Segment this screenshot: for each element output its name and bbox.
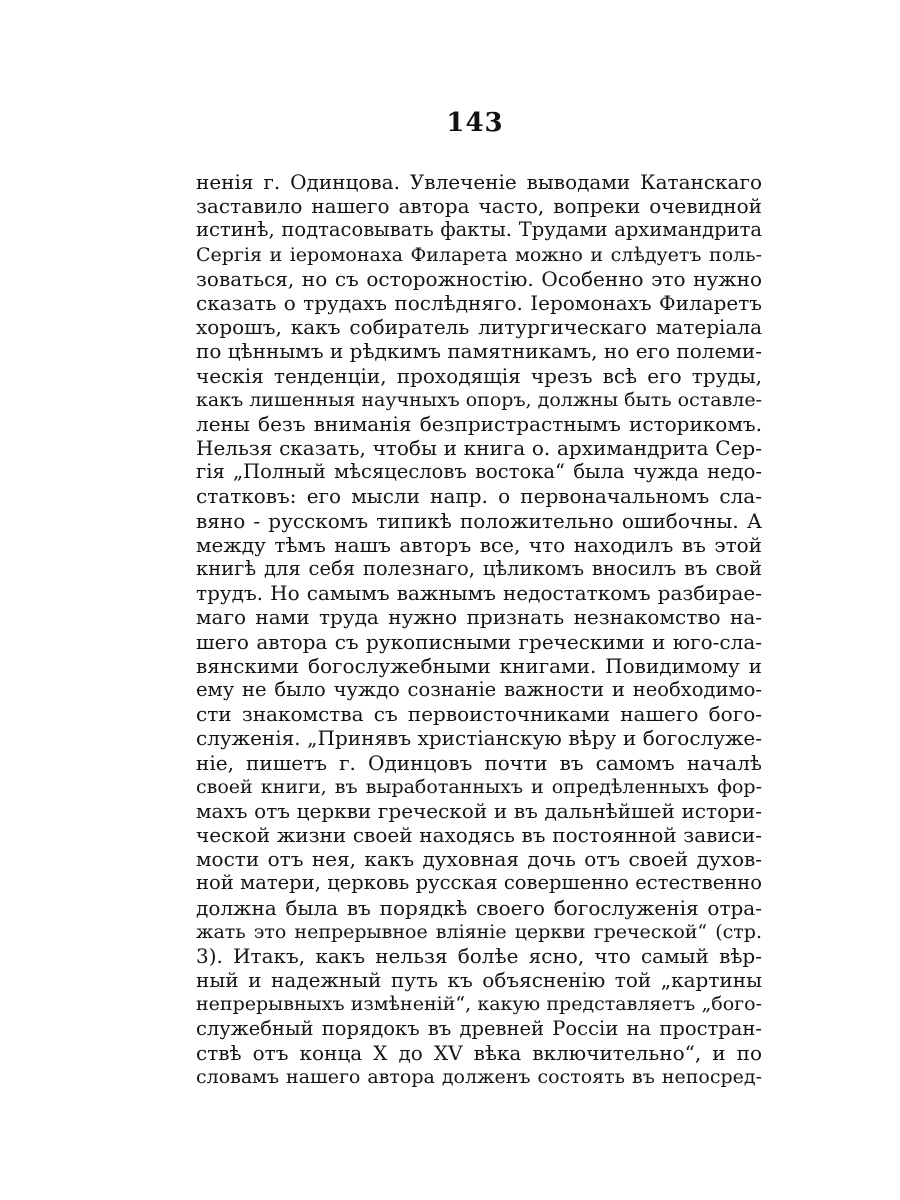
text-line: сти знакомства съ первоисточниками нашего бого- xyxy=(196,702,762,727)
text-line: книгѣ для себя полезнаго, цѣликомъ вносилъ въ свой xyxy=(196,557,762,580)
text-line: заставило нашего автора часто, вопреки очевидной xyxy=(196,194,762,219)
text-line: нeнія г. Одинцова. Увлеченіе выводами Катанскаго xyxy=(196,170,762,194)
text-line: Нельзя сказать, чтобы и книга о. архимандрита Сер- xyxy=(196,436,762,461)
text-line: непрерывныхъ измѣненій“, какую представляетъ „бого- xyxy=(196,993,762,1016)
text-line: по цѣннымъ и рѣдкимъ памятникамъ, но его полеми- xyxy=(196,339,762,364)
text-line: словамъ нашего автора долженъ состоять въ непосред- xyxy=(196,1065,762,1088)
text-line: своей книги, въ выработанныхъ и опредѣленныхъ фор- xyxy=(196,775,762,798)
text-line: лены безъ вниманія безпристрастнымъ историкомъ. xyxy=(196,411,762,436)
text-line: жать это непрерывное вліяніе церкви греческой“ (стр. xyxy=(196,920,762,943)
text-line: какъ лишенныя научныхъ опоръ, должны быть оставле- xyxy=(196,388,762,411)
text-line: мости отъ нея, какъ духовная дочь отъ своей духов- xyxy=(196,847,762,872)
text-line: хорошъ, какъ собиратель литургическаго матеріала xyxy=(196,315,762,340)
text-line: махъ отъ церкви греческой и въ дальнѣйшей истори- xyxy=(196,798,762,823)
page-number: 143 xyxy=(446,108,504,138)
text-line: ческой жизни своей находясь въ постоянной зависи- xyxy=(196,823,762,848)
text-line: ной матери, церковь русская совершенно естественно xyxy=(196,871,762,895)
text-line: между тѣмъ нашъ авторъ все, что находилъ въ этой xyxy=(196,532,762,557)
text-line: статковъ: его мысли напр. о первоначальномъ сла- xyxy=(196,484,762,509)
text-line: 3). Итакъ, какъ нельзя болѣе ясно, что самый вѣр- xyxy=(196,944,762,968)
body-text xyxy=(196,170,762,1089)
text-line: зоваться, но съ осторожностію. Особенно это нужно xyxy=(196,266,762,291)
text-line: должна была въ порядкѣ своего богослуженія отра- xyxy=(196,895,762,920)
text-line: ніе, пишетъ г. Одинцовъ почти въ самомъ началѣ xyxy=(196,750,762,775)
text-line: гія „Полный мѣсяцесловъ востока“ была чужда недо- xyxy=(196,460,762,484)
text-line: служебный порядокъ въ древней Россіи на простран- xyxy=(196,1016,762,1040)
text-line: ему не было чуждо сознаніе важности и необходимо- xyxy=(196,677,762,701)
text-line: истинѣ, подтасовывать факты. Трудами архимандрита xyxy=(196,218,762,242)
text-line: служенія. „Принявъ христіанскую вѣру и богослуже- xyxy=(196,726,762,751)
text-line: маго нами труда нужно признать незнакомство на- xyxy=(196,605,762,630)
text-line: Сергія и іеромонаха Филарета можно и слѣдуетъ поль- xyxy=(196,243,762,266)
text-line: вяно - русскомъ типикѣ положительно ошибочны. А xyxy=(196,508,762,533)
text-line: сказать о трудахъ послѣдняго. Іеромонахъ Филаретъ xyxy=(196,290,762,315)
text-line: трудъ. Но самымъ важнымъ недостаткомъ разбирае- xyxy=(196,581,762,606)
text-line: шего автора съ рукописными греческими и юго-сла- xyxy=(196,629,762,654)
text-line: ствѣ отъ конца X до XV вѣка включительно“, и по xyxy=(196,1040,762,1065)
text-line: ный и надежный путь къ объясненію той „картины xyxy=(196,968,762,993)
text-line: вянскими богослужебными книгами. Повидимому и xyxy=(196,653,762,678)
text-line: ческія тенденціи, проходящія чрезъ всѣ его труды, xyxy=(196,363,762,388)
